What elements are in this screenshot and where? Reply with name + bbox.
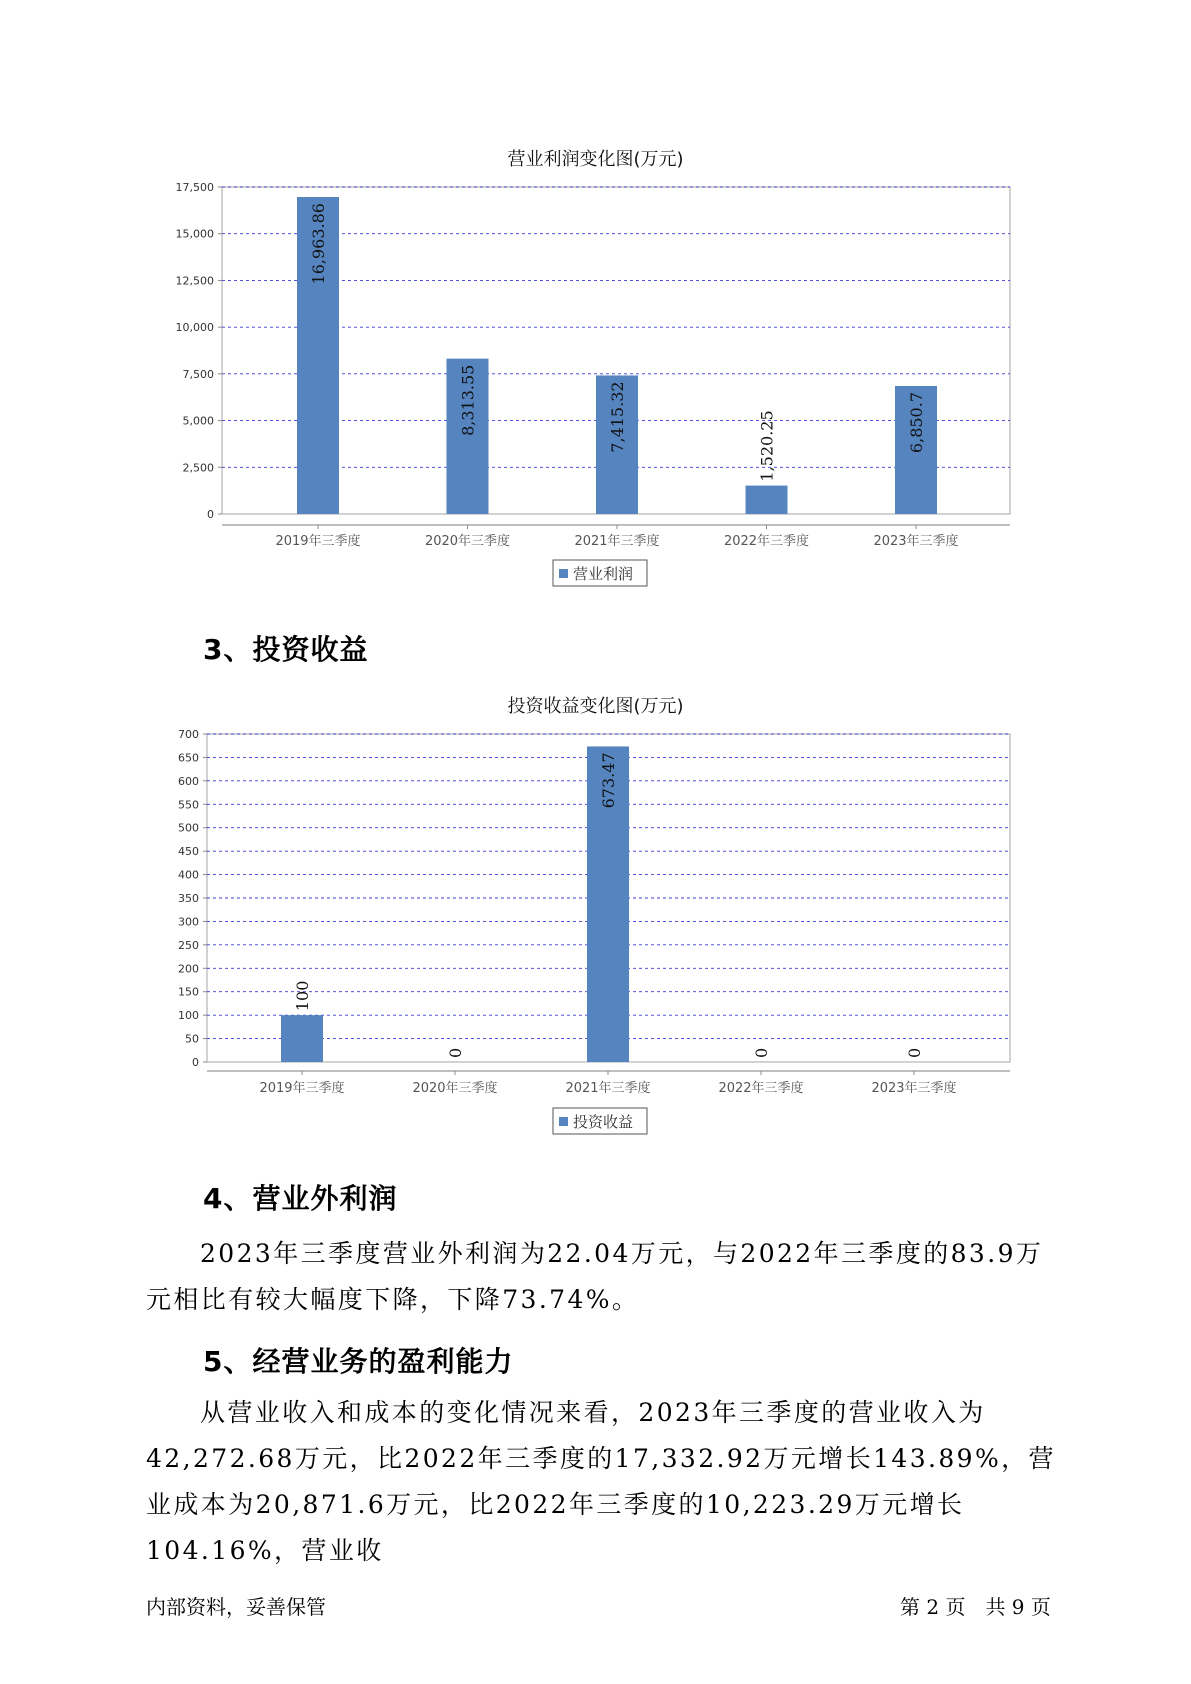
legend-label: 营业利润	[573, 565, 634, 583]
x-tick-label: 2019年三季度	[259, 1081, 345, 1096]
data-label: 8,313.55	[458, 364, 478, 436]
footer-page-number: 第 2 页 共 9 页	[900, 1595, 1051, 1619]
y-tick-label: 450	[178, 845, 199, 859]
x-tick-label: 2022年三季度	[723, 534, 810, 549]
y-tick-label: 2,500	[182, 461, 214, 475]
data-label: 100	[293, 980, 312, 1012]
bar	[281, 1015, 323, 1062]
y-tick-label: 100	[178, 1009, 199, 1023]
legend-swatch	[559, 1117, 568, 1126]
chart-title-investment-income: 投资收益变化图(万元)	[507, 696, 684, 717]
section-4-heading: 4、营业外利润	[203, 1182, 398, 1215]
y-tick-label: 400	[178, 868, 199, 882]
x-tick-label: 2020年三季度	[424, 534, 511, 549]
data-label: 0	[905, 1047, 924, 1058]
y-tick-label: 200	[178, 962, 199, 976]
x-tick-label: 2021年三季度	[565, 1081, 651, 1096]
section-3-heading: 3、投资收益	[203, 633, 369, 666]
y-tick-label: 17,500	[175, 181, 214, 194]
y-tick-label: 650	[178, 751, 199, 765]
data-label: 16,963.86	[309, 203, 328, 285]
legend-label: 投资收益	[573, 1113, 634, 1131]
data-label: 6,850.7	[907, 391, 926, 454]
y-tick-label: 12,500	[175, 274, 214, 288]
y-tick-label: 0	[192, 1056, 199, 1069]
y-tick-label: 500	[178, 821, 199, 835]
y-tick-label: 250	[178, 938, 199, 952]
section-4-paragraph: 2023年三季度营业外利润为22.04万元，与2022年三季度的83.9万元相比有较大幅度下降，下降73.74%。	[146, 1239, 1044, 1314]
legend	[553, 1108, 647, 1134]
data-label: 673.47	[599, 752, 618, 809]
data-label: 1,520.25	[757, 410, 777, 482]
x-tick-label: 2023年三季度	[871, 1081, 957, 1096]
y-tick-label: 350	[178, 892, 199, 905]
y-tick-label: 550	[178, 798, 199, 812]
y-tick-label: 150	[178, 985, 199, 999]
y-tick-label: 600	[178, 774, 199, 788]
y-tick-label: 50	[185, 1032, 199, 1046]
x-tick-label: 2020年三季度	[412, 1081, 498, 1096]
data-label: 0	[446, 1047, 465, 1058]
y-tick-label: 5,000	[182, 414, 214, 428]
y-tick-label: 300	[178, 915, 199, 929]
y-tick-label: 10,000	[175, 321, 214, 335]
data-label: 7,415.32	[608, 381, 627, 453]
y-tick-label: 0	[207, 508, 214, 521]
x-tick-label: 2021年三季度	[574, 534, 660, 549]
y-tick-label: 700	[178, 728, 199, 741]
chart-title-operating-profit: 营业利润变化图(万元)	[507, 149, 684, 170]
x-tick-label: 2023年三季度	[873, 534, 959, 549]
data-label: 0	[752, 1047, 771, 1058]
x-tick-label: 2022年三季度	[718, 1081, 804, 1096]
y-tick-label: 15,000	[175, 227, 214, 241]
section-5-paragraph: 从营业收入和成本的变化情况来看，2023年三季度的营业收入为42,272.68万元，比2022年三季度的17,332.92万元增长143.89%，营业成本为20,871.6万元，比2022年三季度的10,223.29万元增长104.16%，营业收	[146, 1398, 1056, 1565]
section-5-heading: 5、经营业务的盈利能力	[203, 1345, 514, 1378]
footer-confidential-note: 内部资料，妥善保管	[146, 1595, 326, 1619]
x-tick-label: 2019年三季度	[275, 534, 361, 549]
y-tick-label: 7,500	[182, 367, 214, 381]
